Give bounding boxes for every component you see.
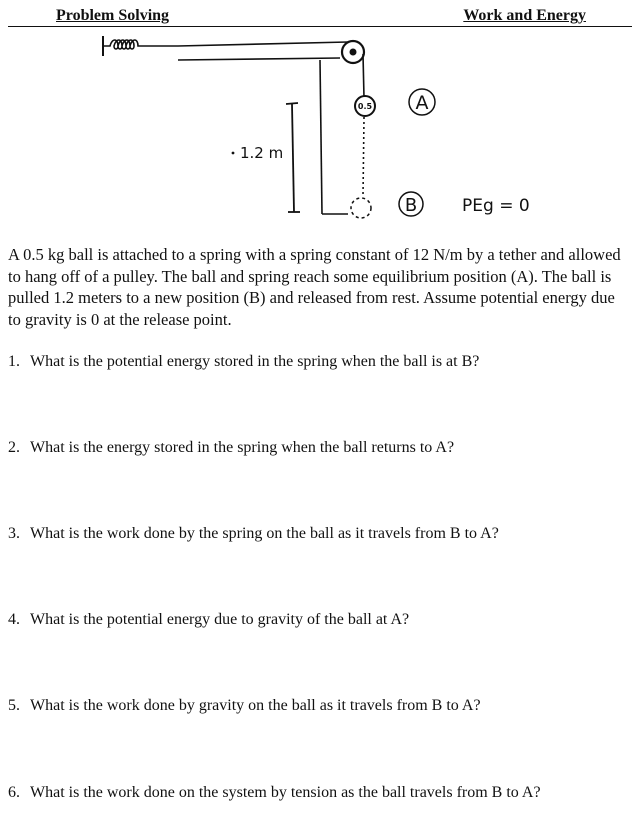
question-text: What is the work done by gravity on the ball as it travels from B to A? (30, 697, 481, 714)
dimension-tick-top (286, 103, 298, 104)
question-3 (8, 524, 633, 544)
question-number: 5. (8, 697, 20, 714)
ball-at-b (351, 198, 371, 218)
dimension-dot (232, 152, 235, 155)
question-number: 6. (8, 784, 20, 801)
header-title-right: Work and Energy (463, 7, 586, 24)
question-text: What is the potential energy due to gravity of the ball at A? (30, 611, 410, 628)
table-leg (320, 60, 322, 214)
question-number: 3. (8, 525, 20, 542)
rope (363, 54, 364, 98)
question-number: 4. (8, 611, 20, 628)
question-number: 1. (8, 353, 20, 370)
page-header (8, 4, 632, 27)
question-2 (8, 438, 633, 458)
position-a-label: A (415, 92, 429, 114)
question-text: What is the potential energy stored in the spring when the ball is at B? (30, 353, 480, 370)
question-1 (8, 352, 633, 372)
question-4 (8, 610, 633, 630)
problem-statement: A 0.5 kg ball is attached to a spring with a spring constant of 12 N/m by a tether and allowed to hang off of a pulley. The ball and spring reach some equilibrium position (A). The ball is pulled 1.2 meters to a new position (B) and released from rest. Assume potential energy due to gravity is 0 at the release point. (8, 245, 621, 329)
question-text: What is the work done by the spring on the ball as it travels from B to A? (30, 525, 499, 542)
pe-zero-label: PEg = 0 (462, 196, 530, 216)
dotted-path (363, 117, 364, 196)
distance-label: 1.2 m (240, 144, 284, 162)
position-b-label: B (404, 195, 418, 216)
spring (103, 40, 178, 49)
pulley-axle (350, 49, 357, 56)
header-title-left: Problem Solving (56, 7, 170, 24)
dimension-line (292, 104, 294, 212)
question-number: 2. (8, 439, 20, 456)
table-top (178, 58, 340, 60)
question-5 (8, 696, 633, 716)
question-6 (8, 783, 633, 803)
ball-mass-label: 0.5 (357, 102, 373, 111)
tether-horizontal (178, 42, 348, 46)
spring-pulley-diagram (0, 28, 640, 238)
question-text: What is the work done on the system by tension as the ball travels from B to A? (30, 784, 541, 801)
question-text: What is the energy stored in the spring when the ball returns to A? (30, 439, 455, 456)
